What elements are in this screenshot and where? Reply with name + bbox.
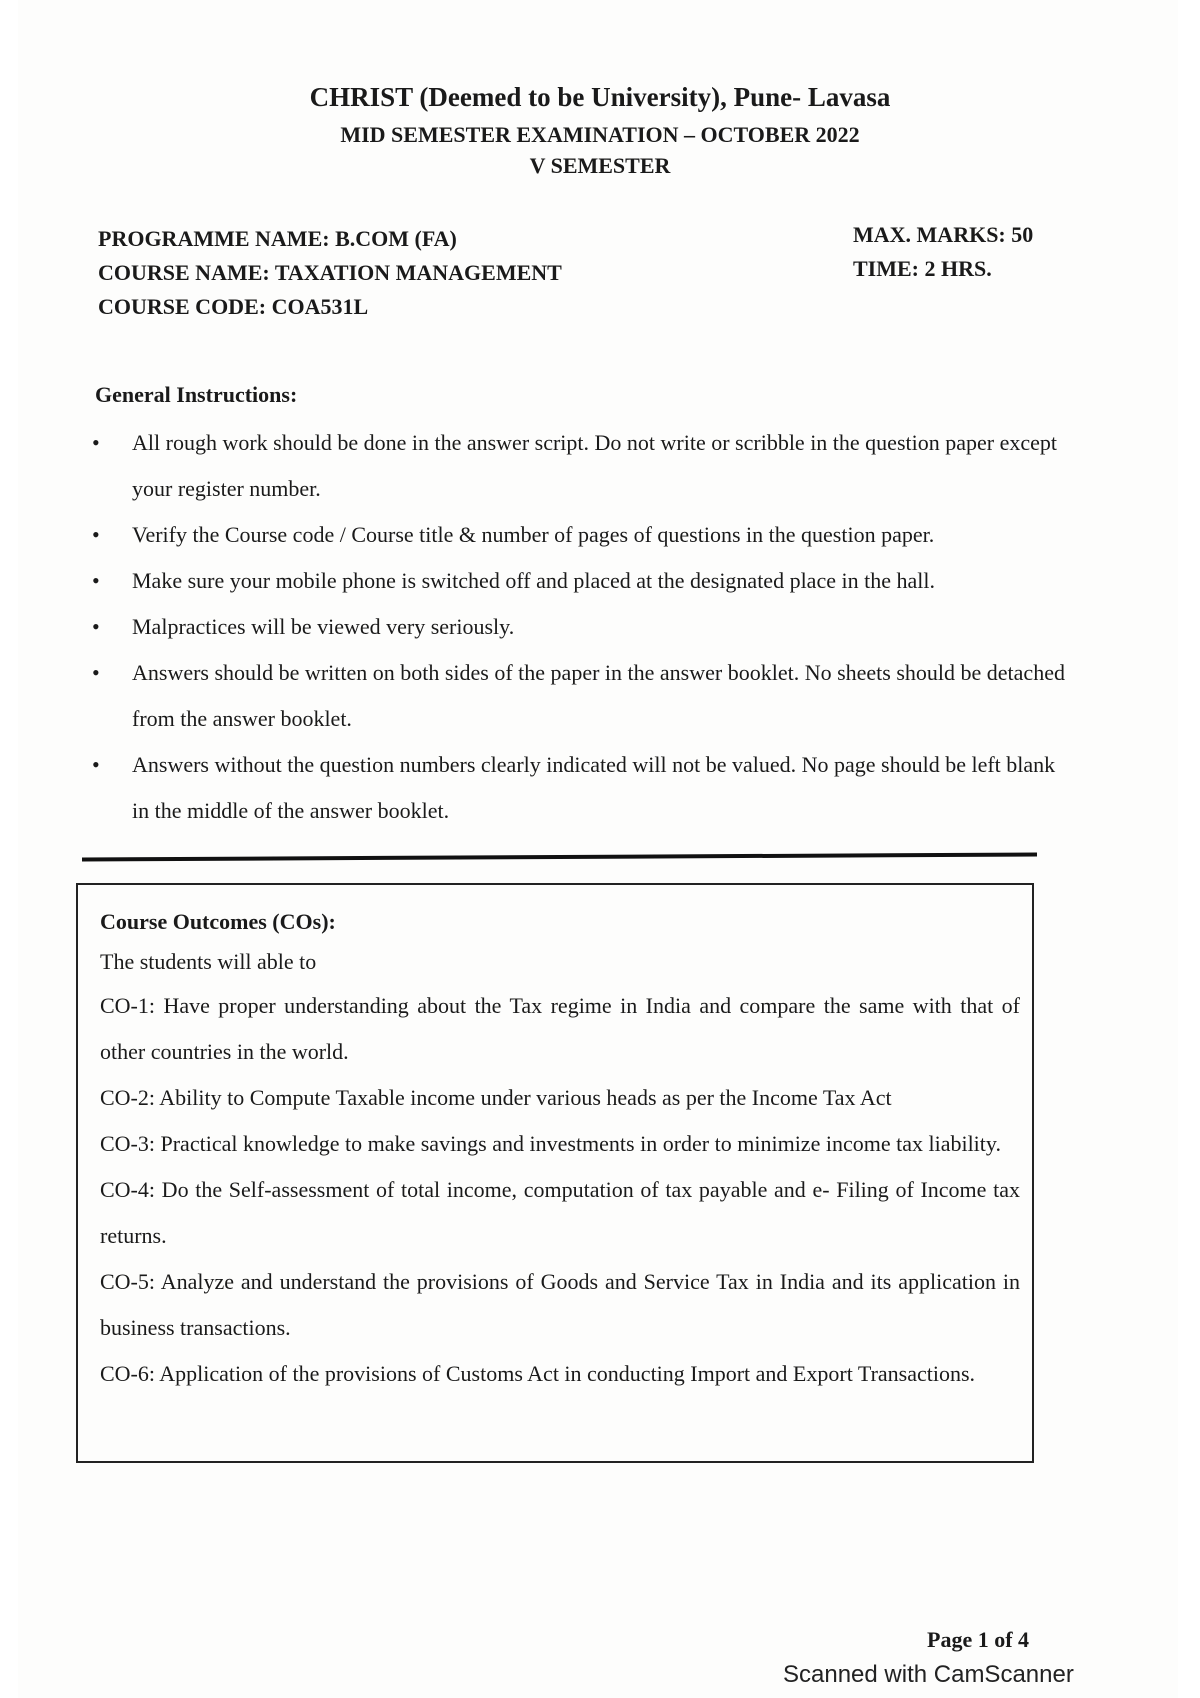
exam-details (853, 218, 1033, 286)
bullet-icon: • (92, 660, 100, 685)
instruction-item (88, 558, 1068, 604)
course-outcome-item: CO-5: Analyze and understand the provisions of Goods and Service Tax in India and its application in business transactions. (100, 1269, 1020, 1340)
bullet-icon: • (92, 430, 100, 455)
semester-title: V SEMESTER (529, 153, 671, 178)
instruction-item (88, 512, 1068, 558)
course-outcomes-intro: The students will able to (100, 949, 317, 974)
instruction-text: Answers should be written on both sides of the paper in the answer booklet. No sheets should be detached from the answer booklet. (132, 660, 1065, 731)
general-instructions-title: General Instructions: (95, 382, 298, 407)
bullet-icon: • (92, 614, 100, 639)
exam-title: MID SEMESTER EXAMINATION – OCTOBER 2022 (340, 122, 860, 147)
instruction-item (88, 742, 1068, 834)
instruction-text: Answers without the question numbers clearly indicated will not be valued. No page should be left blank in the middle of the answer booklet. (132, 752, 1056, 823)
instruction-item (88, 650, 1068, 742)
instruction-text: Malpractices will be viewed very seriously. (132, 614, 515, 639)
instruction-text: All rough work should be done in the answer script. Do not write or scribble in the question paper except your register number. (132, 430, 1057, 501)
bullet-icon: • (92, 522, 100, 547)
instruction-text: Verify the Course code / Course title & number of pages of questions in the question paper. (132, 522, 935, 547)
instruction-text: Make sure your mobile phone is switched off and placed at the designated place in the hall. (132, 568, 935, 593)
page-number: Page 1 of 4 (927, 1627, 1030, 1652)
course-details (98, 222, 562, 324)
course-name: COURSE NAME: TAXATION MANAGEMENT (98, 260, 562, 285)
bullet-icon: • (92, 752, 100, 777)
course-outcomes-title: Course Outcomes (COs): (100, 909, 336, 934)
max-marks: MAX. MARKS: 50 (853, 222, 1034, 247)
instruction-item (88, 420, 1068, 512)
course-outcome-item: CO-2: Ability to Compute Taxable income under various heads as per the Income Tax Act (100, 1085, 892, 1110)
course-outcomes-box (76, 883, 1034, 1463)
course-code: COURSE CODE: COA531L (98, 294, 369, 319)
bullet-icon: • (92, 568, 100, 593)
exam-time: TIME: 2 HRS. (853, 256, 992, 281)
instructions-list (88, 420, 1068, 834)
instruction-item (88, 604, 1068, 650)
scanner-watermark: Scanned with CamScanner (783, 1661, 1074, 1688)
university-title: CHRIST (Deemed to be University), Pune- Lavasa (309, 82, 891, 112)
course-outcome-item: CO-6: Application of the provisions of Customs Act in conducting Import and Export Transactions. (100, 1361, 976, 1386)
programme-name: PROGRAMME NAME: B.COM (FA) (98, 226, 457, 251)
course-outcome-item: CO-3: Practical knowledge to make savings and investments in order to minimize income tax liability. (100, 1131, 1001, 1156)
course-outcome-item: CO-4: Do the Self-assessment of total income, computation of tax payable and e- Filing of Income tax returns. (100, 1177, 1020, 1248)
course-outcome-item: CO-1: Have proper understanding about the Tax regime in India and compare the same with that of other countries in the world. (100, 993, 1020, 1064)
